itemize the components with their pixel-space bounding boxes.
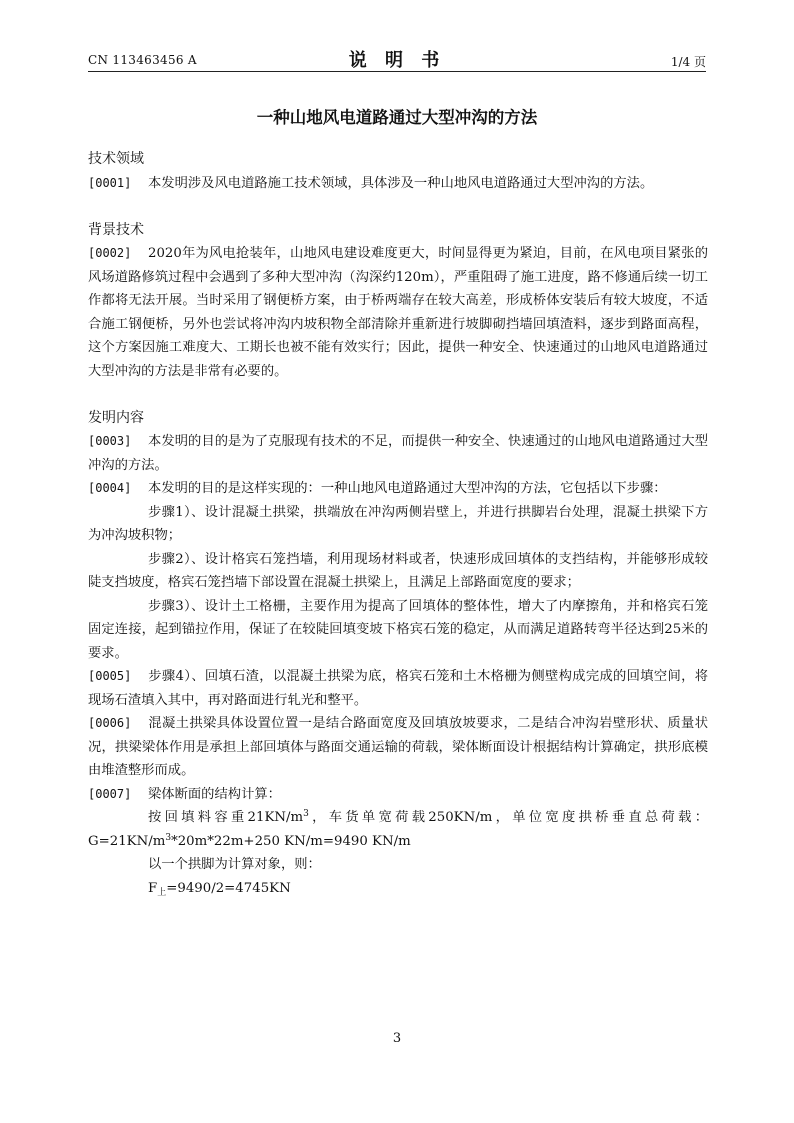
document-type: 说 明 书 xyxy=(348,50,446,71)
calc-text: *20m*22m+250 KN/m=9490 KN/m xyxy=(171,833,411,849)
paragraph-number: [0003] xyxy=(88,434,132,448)
calculation-force xyxy=(88,877,708,901)
calc-text: 按回填料容重21KN/m xyxy=(148,810,304,825)
calc-superscript: 3 xyxy=(165,832,172,843)
section-heading-background: 背景技术 xyxy=(88,221,144,238)
step-1: 步骤1）、设计混凝土拱梁，拱端放在冲沟两侧岩壁上，并进行拱脚岩台处理，混凝土拱梁下方为冲沟坡积物； xyxy=(88,504,708,543)
calc-text: ，车货单宽荷载250KN/m，单位宽度拱桥垂直总荷载：G=21KN/m xyxy=(88,810,708,849)
paragraph-text: 梁体断面的结构计算： xyxy=(148,786,281,802)
paragraph-0007 xyxy=(88,783,708,807)
paragraph-number: [0002] xyxy=(88,246,132,260)
paragraph-0002 xyxy=(88,242,708,383)
paragraph-text: 本发明的目的是为了克服现有技术的不足，而提供一种安全、快速通过的山地风电道路通过大型冲沟的方法。 xyxy=(88,434,708,473)
paragraph-0004 xyxy=(88,477,708,501)
section-heading-tech-field: 技术领域 xyxy=(88,151,144,167)
paragraph-text: 本发明涉及风电道路施工技术领域，具体涉及一种山地风电道路通过大型冲沟的方法。 xyxy=(148,175,654,191)
paragraph-text: 2020年为风电抢装年，山地风电建设难度更大，时间显得更为紧迫，目前，在风电项目紧张的风场道路修筑过程中会遇到了多种大型冲沟（沟深约120m），严重阻碍了施工进度，路不修通后续一切工作都将无法开展。当时采用了钢便桥方案，由于桥两端存在较大高差，形成桥体安装后有较大坡度，不适合施工钢便桥，另外也尝试将冲沟内坡积物全部清除并重新进行坡脚砌挡墙回填渣料，逐步到路面高程，这个方案因施工难度大、工期长也被不能有效实行；因此，提供一种安全、快速通过的山地风电道路通过大型冲沟的方法是非常有必要的。 xyxy=(88,246,708,379)
calculation-object: 以一个拱脚为计算对象，则： xyxy=(148,857,321,872)
calculation-load xyxy=(88,806,708,853)
header-rule xyxy=(88,71,706,72)
calc-text: =9490/2=4745KN xyxy=(166,880,291,896)
paragraph-0001 xyxy=(88,172,708,196)
paragraph-0003 xyxy=(88,430,708,477)
paragraph-text: 步骤4）、回填石渣，以混凝土拱梁为底，格宾石笼和土木格栅为侧壁构成完成的回填空间，将现场石渣填入其中，再对路面进行轧光和整平。 xyxy=(88,669,708,708)
page-info: 1/4 页 xyxy=(670,55,706,69)
calc-superscript: 3 xyxy=(303,809,309,819)
section-heading-summary: 发明内容 xyxy=(88,409,144,426)
patent-number: CN 113463456 A xyxy=(88,53,197,67)
document-body xyxy=(88,148,708,900)
step-3: 步骤3）、设计土工格栅，主要作用为提高了回填体的整体性，增大了内摩擦角，并和格宾石笼固定连接，起到锚拉作用，保证了在较陡回填变坡下格宾石笼的稳定，从而满足道路转弯半径达到25米的要求。 xyxy=(88,598,708,661)
paragraph-number: [0006] xyxy=(88,716,132,730)
step-2: 步骤2）、设计格宾石笼挡墙，利用现场材料或者，快速形成回填体的支挡结构，并能够形成较陡支挡坡度，格宾石笼挡墙下部设置在混凝土拱梁上，且满足上部路面宽度的要求； xyxy=(88,551,708,590)
paragraph-number: [0005] xyxy=(88,669,132,683)
calc-variable: F xyxy=(148,880,158,896)
paragraph-text: 本发明的目的是这样实现的：一种山地风电道路通过大型冲沟的方法，它包括以下步骤： xyxy=(148,481,667,496)
paragraph-number: [0004] xyxy=(88,481,132,495)
paragraph-0006 xyxy=(88,712,708,783)
paragraph-number: [0001] xyxy=(88,175,132,190)
paragraph-text: 混凝土拱梁具体设置位置一是结合路面宽度及回填放坡要求，二是结合冲沟岩壁形状、质量状况，拱梁梁体作用是承担上部回填体与路面交通运输的荷载，梁体断面设计根据结构计算确定，拱形底模由堆渣整形而成。 xyxy=(88,716,708,778)
paragraph-0005 xyxy=(88,665,708,712)
calc-subscript: 上 xyxy=(157,887,167,898)
page-number: 3 xyxy=(392,1031,402,1046)
document-title: 一种山地风电道路通过大型冲沟的方法 xyxy=(256,108,538,127)
paragraph-number: [0007] xyxy=(88,786,132,801)
